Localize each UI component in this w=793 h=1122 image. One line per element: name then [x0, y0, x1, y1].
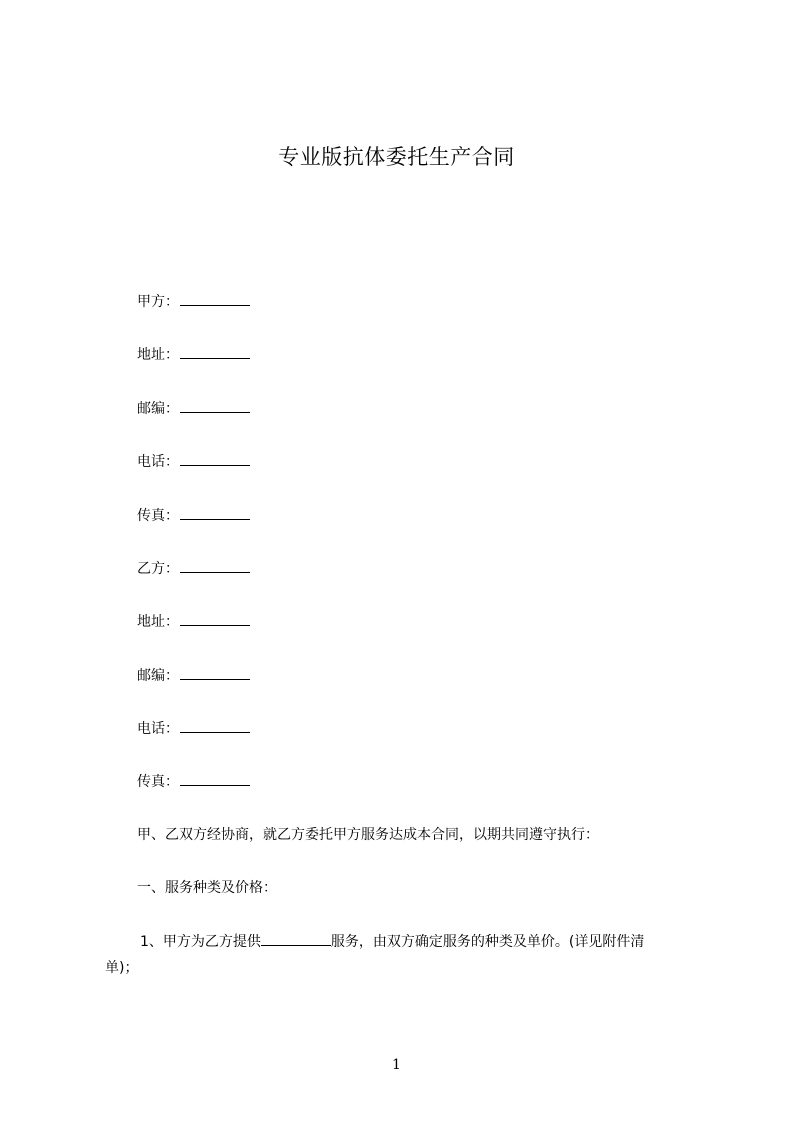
party-a-name-field — [137, 291, 250, 312]
party-b-name-field — [137, 558, 250, 579]
party-b-address-field — [137, 611, 250, 632]
party-a-name-label: 甲方： — [137, 294, 179, 310]
clause-1-1-part2: 服务，由双方确定服务的种类及单价。(详见附件清 — [330, 934, 645, 950]
clause-1-1 — [140, 931, 644, 952]
clause-1-1-part1: 1、甲方为乙方提供 — [140, 934, 261, 950]
party-a-fax-label: 传真： — [137, 508, 179, 524]
party-b-postcode-field — [137, 665, 250, 686]
page-number: 1 — [392, 1057, 401, 1073]
party-a-fax-field — [137, 505, 250, 526]
party-b-phone-blank — [180, 718, 250, 733]
party-b-address-blank — [180, 611, 250, 626]
party-b-fax-label: 传真： — [137, 774, 179, 790]
party-a-address-field — [137, 344, 250, 365]
clause-1-1-service-blank — [261, 931, 331, 946]
preamble-paragraph: 甲、乙双方经协商，就乙方委托甲方服务达成本合同，以期共同遵守执行： — [137, 827, 599, 843]
clause-1-1-continuation: 单)； — [105, 960, 139, 976]
section-1-heading: 一、服务种类及价格： — [137, 880, 277, 896]
party-b-postcode-label: 邮编： — [137, 668, 179, 684]
party-a-phone-blank — [180, 451, 250, 466]
party-a-name-blank — [180, 291, 250, 306]
party-b-phone-label: 电话： — [137, 721, 179, 737]
party-b-phone-field — [137, 718, 250, 739]
party-a-fax-blank — [180, 505, 250, 520]
party-a-address-blank — [180, 344, 250, 359]
party-a-postcode-label: 邮编： — [137, 401, 179, 417]
party-a-phone-label: 电话： — [137, 454, 179, 470]
party-b-name-label: 乙方： — [137, 561, 179, 577]
party-a-address-label: 地址： — [137, 347, 179, 363]
party-b-fax-blank — [180, 771, 250, 786]
party-b-name-blank — [180, 558, 250, 573]
party-b-postcode-blank — [180, 665, 250, 680]
page-title: 专业版抗体委托生产合同 — [278, 145, 515, 169]
party-a-postcode-blank — [180, 398, 250, 413]
party-b-fax-field — [137, 771, 250, 792]
party-a-phone-field — [137, 451, 250, 472]
party-a-postcode-field — [137, 398, 250, 419]
party-b-address-label: 地址： — [137, 614, 179, 630]
